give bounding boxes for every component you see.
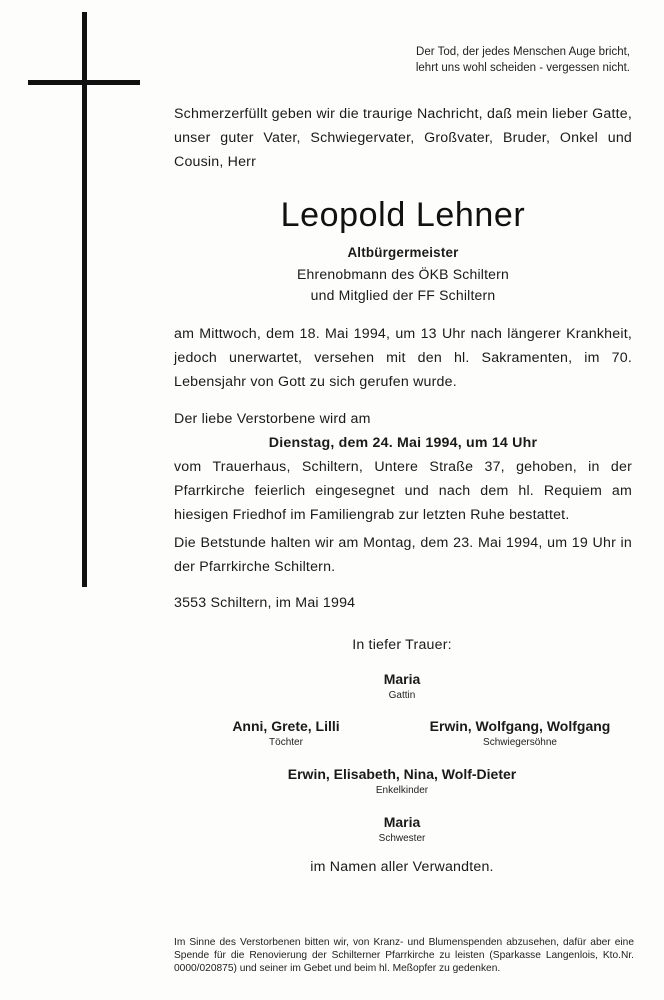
wife-name: Maria: [383, 671, 421, 687]
death-announcement: am Mittwoch, dem 18. Mai 1994, um 13 Uhr nach längerer Krankheit, jedoch unerwartet, versehen mit den hl. Sakramenten, im 70. Lebensjahr von Gott zu sich gerufen wurde.: [174, 326, 632, 390]
rosary-text: Die Betstunde halten wir am Montag, dem 23. Mai 1994, um 19 Uhr in der Pfarrkirche Schiltern.: [174, 535, 632, 575]
motto-line-1: Der Tod, der jedes Menschen Auge bricht,: [416, 46, 630, 58]
motto-line-2: lehrt uns wohl scheiden - vergessen nicht.: [415, 62, 630, 74]
wife-relation: Gattin: [388, 690, 416, 701]
deceased-role-1: Ehrenobmann des ÖKB Schiltern: [296, 265, 510, 282]
motto: [416, 44, 630, 76]
family-grandchildren: [174, 764, 630, 798]
cross-horizontal-bar: [28, 80, 140, 85]
deceased-titles: [174, 242, 632, 307]
funeral-section: [174, 407, 632, 527]
deceased-role-2: und Mitglied der FF Schiltern: [310, 287, 496, 303]
mourning-heading: In tiefer Trauer:: [352, 637, 452, 653]
sister-name: Maria: [383, 814, 421, 830]
grandchildren-relation: Enkelkinder: [375, 785, 429, 796]
daughters-relation: Töchter: [269, 737, 303, 748]
cross-vertical-bar: [82, 12, 87, 587]
daughters-names: Anni, Grete, Lilli: [232, 718, 340, 734]
family-sister: [174, 812, 630, 846]
funeral-date: Dienstag, dem 24. Mai 1994, um 14 Uhr: [268, 435, 538, 451]
family-daughters: [196, 716, 376, 750]
family-wife: [174, 669, 630, 703]
deceased-name: Leopold Lehner: [280, 196, 526, 234]
closing-line: im Namen aller Verwandten.: [310, 859, 494, 875]
sons-in-law-names: Erwin, Wolfgang, Wolfgang: [429, 718, 611, 734]
sons-in-law-relation: Schwiegersöhne: [483, 737, 557, 748]
deceased-title: Altbürgermeister: [347, 245, 459, 260]
family-sons-in-law: [400, 716, 640, 750]
place-date: 3553 Schiltern, im Mai 1994: [174, 595, 356, 611]
donation-note: Im Sinne des Verstorbenen bitten wir, von Kranz- und Blumenspenden abzusehen, dafür aber eine Spende für die Renovierung der Schilterner Pfarrkirche zu leisten (Sparkasse Langenlois, Kto.Nr. 0000/020875) und seiner im Gebet und beim hl. Meßopfer zu gedenken.: [174, 937, 634, 974]
funeral-text: vom Trauerhaus, Schiltern, Untere Straße 37, gehoben, in der Pfarrkirche feierlich eingesegnet und nach dem hl. Requiem am hiesigen Friedhof im Familiengrab zur letzten Ruhe bestattet.: [174, 459, 632, 523]
grandchildren-names: Erwin, Elisabeth, Nina, Wolf-Dieter: [287, 766, 517, 782]
sister-relation: Schwester: [378, 833, 426, 844]
intro-text: Schmerzerfüllt geben wir die traurige Nachricht, daß mein lieber Gatte, unser guter Vater, Schwiegervater, Großvater, Bruder, Onkel und Cousin, Herr: [174, 106, 632, 170]
funeral-lead: Der liebe Verstorbene wird am: [174, 411, 371, 427]
